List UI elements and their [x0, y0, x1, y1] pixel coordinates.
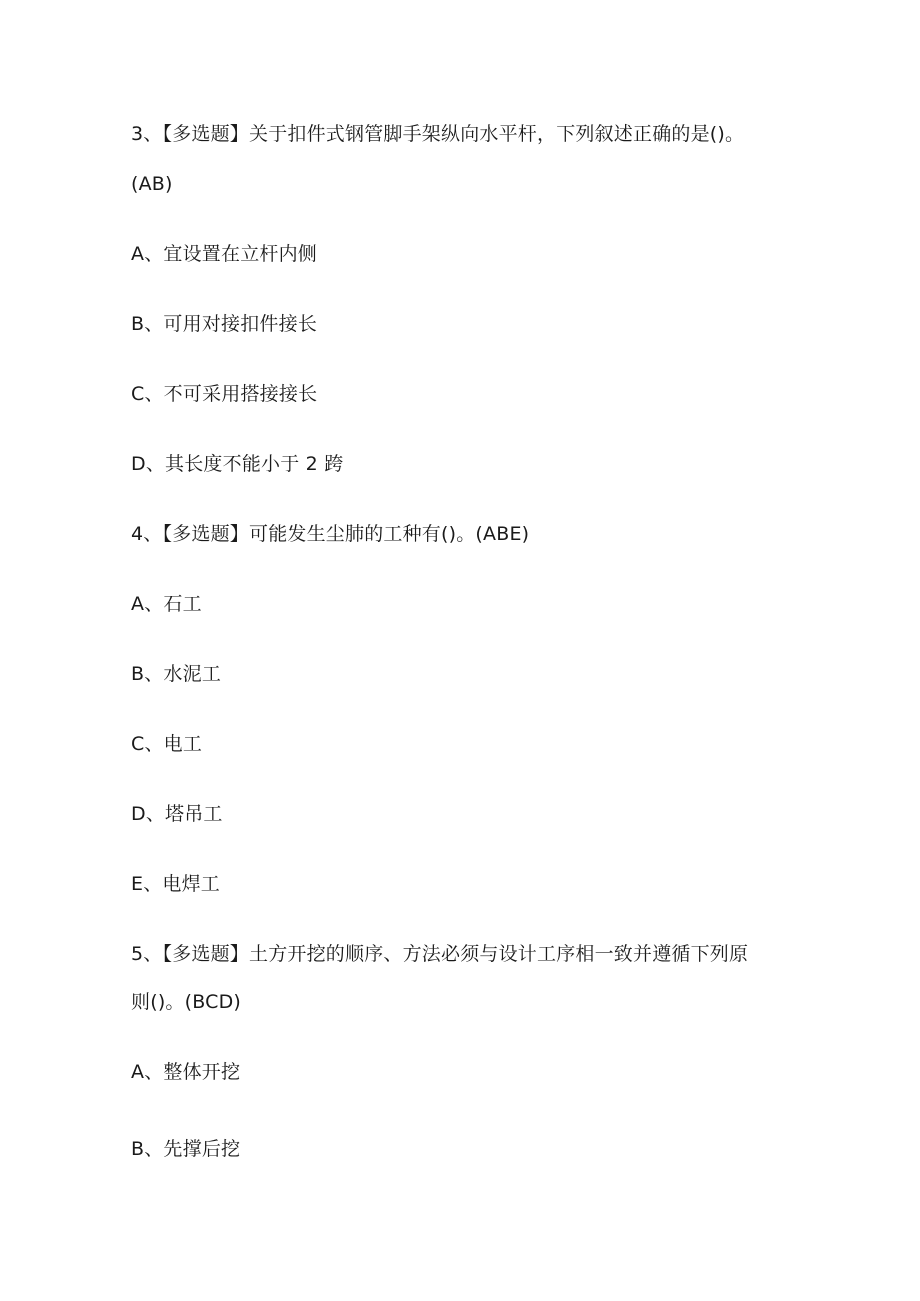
option-a: A、宜设置在立杆内侧: [131, 243, 317, 265]
option-b: B、水泥工: [131, 663, 222, 685]
question-stem: 4、【多选题】可能发生尘肺的工种有()。(ABE): [131, 523, 530, 545]
option-c: C、不可采用搭接接长: [131, 383, 318, 405]
option-d: D、其长度不能小于 2 跨: [131, 453, 344, 475]
option-d: D、塔吊工: [131, 803, 223, 825]
question-stem: 5、【多选题】土方开挖的顺序、方法必须与设计工序相一致并遵循下列原: [131, 943, 749, 965]
option-a: A、整体开挖: [131, 1061, 241, 1083]
question-answer: (AB): [131, 173, 173, 195]
question-answer: 则()。(BCD): [131, 991, 242, 1013]
option-e: E、电焊工: [131, 873, 221, 895]
option-b: B、可用对接扣件接长: [131, 313, 318, 335]
option-b: B、先撑后挖: [131, 1138, 241, 1160]
option-c: C、电工: [131, 733, 203, 755]
option-a: A、石工: [131, 593, 202, 615]
question-stem: 3、【多选题】关于扣件式钢管脚手架纵向水平杆，下列叙述正确的是()。: [131, 123, 745, 145]
